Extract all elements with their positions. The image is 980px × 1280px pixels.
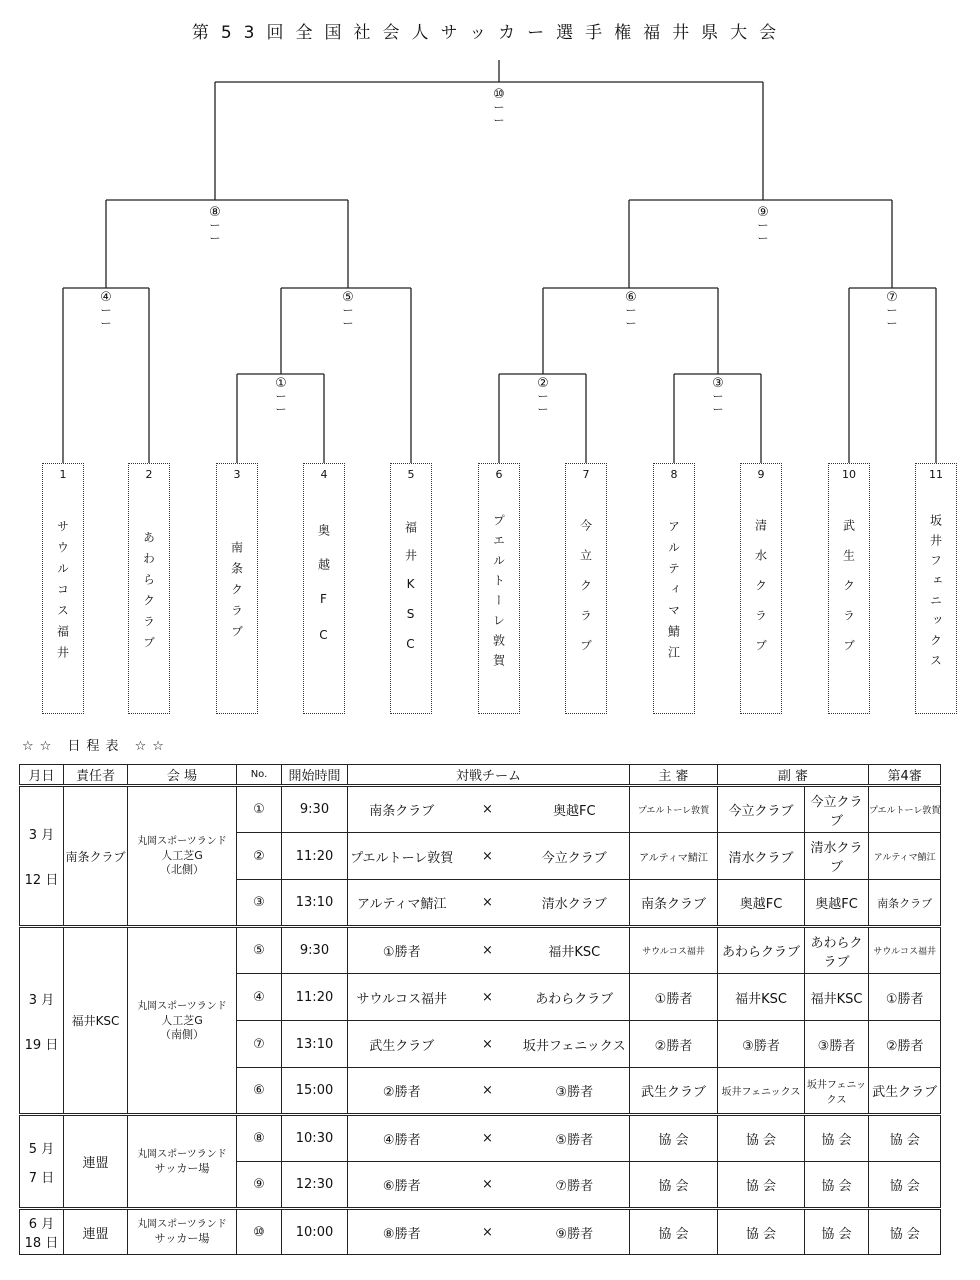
away-team: あわらクラブ: [520, 974, 630, 1021]
away-team: ⑦勝者: [520, 1162, 630, 1209]
home-team: プエルトーレ敦賀: [348, 833, 456, 880]
assistant-2: 奥越FC: [805, 880, 869, 927]
match-label-2: ② ー ー: [537, 376, 549, 416]
home-team: ⑥勝者: [348, 1162, 456, 1209]
start-time: 9:30: [282, 786, 348, 833]
fourth-official: プエルトーレ敦賀: [869, 786, 941, 833]
assistant-2: 協 会: [805, 1162, 869, 1209]
team-name: サウルコス福井: [55, 520, 70, 667]
assistant-2: 福井KSC: [805, 974, 869, 1021]
vs-mark: ×: [456, 1021, 520, 1068]
team-box-8: 8 アルティマ鯖江: [653, 463, 695, 714]
assistant-1: 坂井フェニックス: [718, 1068, 805, 1115]
vs-mark: ×: [456, 1115, 520, 1162]
team-name: 南条クラブ: [229, 541, 244, 646]
referee: 協 会: [630, 1115, 718, 1162]
assistant-1: あわらクラブ: [718, 927, 805, 974]
match-no: ④: [237, 974, 282, 1021]
away-team: 奥越FC: [520, 786, 630, 833]
vs-mark: ×: [456, 786, 520, 833]
home-team: 南条クラブ: [348, 786, 456, 833]
assistant-2: あわらクラブ: [805, 927, 869, 974]
start-time: 13:10: [282, 1021, 348, 1068]
assistant-1: 今立クラブ: [718, 786, 805, 833]
match-label-3: ③ ー ー: [712, 376, 724, 416]
match-label-7: ⑦ ー ー: [886, 290, 898, 330]
home-team: ①勝者: [348, 927, 456, 974]
team-box-9: 9 清水クラブ: [740, 463, 782, 714]
header-fourth: 第4審: [869, 765, 941, 786]
team-name: 坂井フェニックス: [928, 513, 943, 674]
match-label-8: ⑧ ー ー: [209, 205, 221, 245]
schedule-header-row: [20, 765, 941, 786]
match-no: ①: [237, 786, 282, 833]
header-time: 開始時間: [282, 765, 348, 786]
fourth-official: アルティマ鯖江: [869, 833, 941, 880]
start-time: 11:20: [282, 833, 348, 880]
responsible-cell: 南条クラブ: [64, 786, 128, 927]
team-name: 奥越FC: [316, 523, 331, 664]
referee: プエルトーレ敦賀: [630, 786, 718, 833]
team-box-2: 2 あわらクラブ: [128, 463, 170, 714]
table-row: [20, 1115, 941, 1162]
fourth-official: 南条クラブ: [869, 880, 941, 927]
assistant-1: 協 会: [718, 1162, 805, 1209]
fourth-official: 協 会: [869, 1209, 941, 1255]
responsible-cell: 連盟: [64, 1209, 128, 1255]
team-box-7: 7 今立クラブ: [565, 463, 607, 714]
vs-mark: ×: [456, 1209, 520, 1255]
team-name: 今立クラブ: [578, 518, 593, 669]
team-name: プエルトーレ敦賀: [491, 513, 506, 674]
vs-mark: ×: [456, 1162, 520, 1209]
away-team: 今立クラブ: [520, 833, 630, 880]
away-team: 坂井フェニックス: [520, 1021, 630, 1068]
assistant-2: 清水クラブ: [805, 833, 869, 880]
start-time: 9:30: [282, 927, 348, 974]
responsible-cell: 連盟: [64, 1115, 128, 1209]
referee: アルティマ鯖江: [630, 833, 718, 880]
match-label-9: ⑨ ー ー: [757, 205, 769, 245]
venue-cell: 丸岡スポーツランド 人工芝G （南側）: [128, 927, 237, 1115]
team-name: 武生クラブ: [841, 518, 856, 669]
team-box-3: 3 南条クラブ: [216, 463, 258, 714]
referee: 協 会: [630, 1162, 718, 1209]
home-team: ⑧勝者: [348, 1209, 456, 1255]
header-venue: 会 場: [128, 765, 237, 786]
assistant-1: 協 会: [718, 1209, 805, 1255]
vs-mark: ×: [456, 880, 520, 927]
referee: 武生クラブ: [630, 1068, 718, 1115]
referee: サウルコス福井: [630, 927, 718, 974]
schedule-title: ☆☆ 日程表 ☆☆: [22, 739, 170, 754]
team-box-10: 10 武生クラブ: [828, 463, 870, 714]
home-team: 武生クラブ: [348, 1021, 456, 1068]
team-name: アルティマ鯖江: [666, 520, 681, 667]
assistant-2: 協 会: [805, 1209, 869, 1255]
table-row: [20, 786, 941, 833]
team-name: 福井KSC: [403, 520, 418, 667]
date-cell: 3 月 19 日: [20, 927, 64, 1115]
date-cell: 5 月 7 日: [20, 1115, 64, 1209]
venue-cell: 丸岡スポーツランド サッカー場: [128, 1115, 237, 1209]
start-time: 11:20: [282, 974, 348, 1021]
team-box-4: 4 奥越FC: [303, 463, 345, 714]
assistant-2: 協 会: [805, 1115, 869, 1162]
fourth-official: ②勝者: [869, 1021, 941, 1068]
away-team: ⑨勝者: [520, 1209, 630, 1255]
page-title: 第53回全国社会人サッカー選手権福井県大会: [191, 23, 789, 43]
fourth-official: 協 会: [869, 1162, 941, 1209]
header-no: No.: [237, 765, 282, 786]
responsible-cell: 福井KSC: [64, 927, 128, 1115]
vs-mark: ×: [456, 974, 520, 1021]
team-name: 清水クラブ: [753, 518, 768, 669]
referee: ②勝者: [630, 1021, 718, 1068]
assistant-1: 協 会: [718, 1115, 805, 1162]
vs-mark: ×: [456, 1068, 520, 1115]
vs-mark: ×: [456, 927, 520, 974]
assistant-1: 奥越FC: [718, 880, 805, 927]
home-team: サウルコス福井: [348, 974, 456, 1021]
match-no: ⑥: [237, 1068, 282, 1115]
match-label-10: ⑩ ー ー: [493, 87, 505, 127]
away-team: ⑤勝者: [520, 1115, 630, 1162]
fourth-official: 武生クラブ: [869, 1068, 941, 1115]
bracket-line-final: [215, 60, 763, 200]
team-name: あわらクラブ: [141, 530, 156, 657]
away-team: 福井KSC: [520, 927, 630, 974]
team-box-11: 11 坂井フェニックス: [915, 463, 957, 714]
home-team: ④勝者: [348, 1115, 456, 1162]
match-no: ②: [237, 833, 282, 880]
assistant-1: 福井KSC: [718, 974, 805, 1021]
match-no: ⑦: [237, 1021, 282, 1068]
home-team: ②勝者: [348, 1068, 456, 1115]
referee: ①勝者: [630, 974, 718, 1021]
venue-cell: 丸岡スポーツランド サッカー場: [128, 1209, 237, 1255]
assistant-1: ③勝者: [718, 1021, 805, 1068]
team-box-5: 5 福井KSC: [390, 463, 432, 714]
assistant-1: 清水クラブ: [718, 833, 805, 880]
referee: 協 会: [630, 1209, 718, 1255]
away-team: 清水クラブ: [520, 880, 630, 927]
match-no: ⑨: [237, 1162, 282, 1209]
vs-mark: ×: [456, 833, 520, 880]
header-referee: 主 審: [630, 765, 718, 786]
tournament-bracket: [0, 0, 980, 470]
match-label-4: ④ ー ー: [100, 290, 112, 330]
start-time: 10:00: [282, 1209, 348, 1255]
away-team: ③勝者: [520, 1068, 630, 1115]
start-time: 13:10: [282, 880, 348, 927]
assistant-2: ③勝者: [805, 1021, 869, 1068]
start-time: 12:30: [282, 1162, 348, 1209]
table-row: [20, 927, 941, 974]
match-label-1: ① ー ー: [275, 376, 287, 416]
table-row: [20, 1209, 941, 1255]
match-no: ③: [237, 880, 282, 927]
schedule-table: [19, 764, 941, 1255]
venue-cell: 丸岡スポーツランド 人工芝G （北側）: [128, 786, 237, 927]
match-label-5: ⑤ ー ー: [342, 290, 354, 330]
header-assistant: 副 審: [718, 765, 869, 786]
match-no: ⑤: [237, 927, 282, 974]
start-time: 10:30: [282, 1115, 348, 1162]
fourth-official: ①勝者: [869, 974, 941, 1021]
home-team: アルティマ鯖江: [348, 880, 456, 927]
match-no: ⑧: [237, 1115, 282, 1162]
date-cell: 3 月 12 日: [20, 786, 64, 927]
referee: 南条クラブ: [630, 880, 718, 927]
match-no: ⑩: [237, 1209, 282, 1255]
assistant-2: 坂井フェニックス: [805, 1068, 869, 1115]
fourth-official: 協 会: [869, 1115, 941, 1162]
fourth-official: サウルコス福井: [869, 927, 941, 974]
start-time: 15:00: [282, 1068, 348, 1115]
match-label-6: ⑥ ー ー: [625, 290, 637, 330]
header-teams: 対戦チーム: [348, 765, 630, 786]
assistant-2: 今立クラブ: [805, 786, 869, 833]
header-date: 月日: [20, 765, 64, 786]
team-box-6: 6 プエルトーレ敦賀: [478, 463, 520, 714]
team-box-1: 1 サウルコス福井: [42, 463, 84, 714]
date-cell: 6 月 18 日: [20, 1209, 64, 1255]
header-responsible: 責任者: [64, 765, 128, 786]
